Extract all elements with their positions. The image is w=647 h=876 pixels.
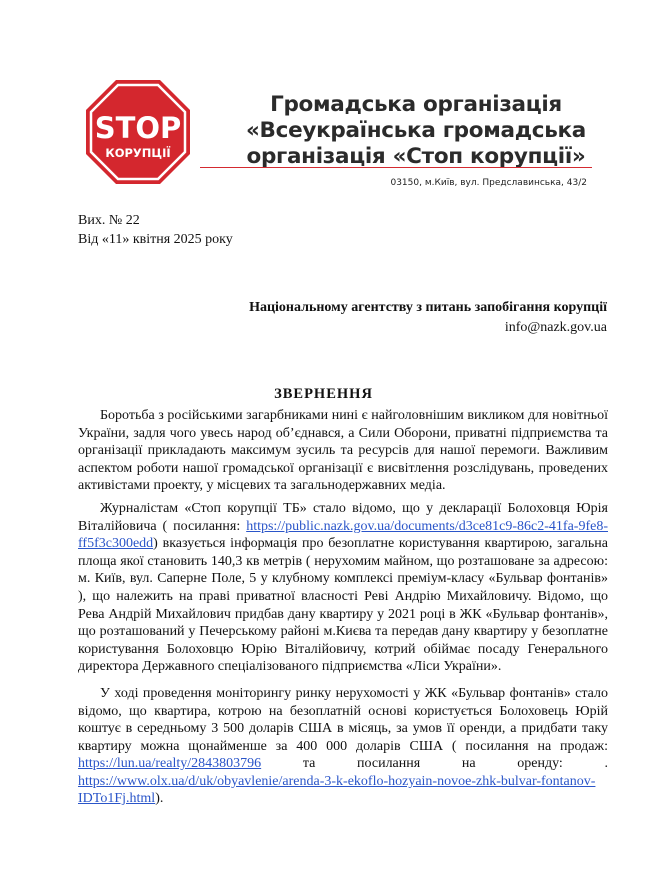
- document-title: ЗВЕРНЕННЯ: [274, 386, 373, 402]
- sale-listing-link[interactable]: https://lun.ua/realty/2843803796: [78, 756, 262, 772]
- rent-listing-link[interactable]: https://www.olx.ua/d/uk/obyavlenie/arenda-3-k-ekoflo-hozyain-novoe-zhk-bulvar-fontanov-IDTo1Fj.html: [78, 773, 596, 807]
- declaration-link[interactable]: https://public.nazk.gov.ua/documents/d3ce81c9-86c2-41fa-9fe8-ff5f3c300edd: [78, 518, 608, 552]
- paragraph-2: [78, 500, 608, 676]
- header-divider: [200, 167, 592, 168]
- recipient-agency: Національному агентству з питань запобігання корупції: [249, 300, 607, 315]
- paragraph-3-text-b: та посилання на оренду: .: [261, 756, 608, 772]
- paragraph-3-text-c: ).: [155, 791, 164, 807]
- organization-title: [206, 92, 626, 170]
- paragraph-1: Боротьба з російськими загарбниками нині є найголовнішим викликом для новітньої України, задля чого увесь народ об’єднався, а Сили Оборони, приватні підприємства та організації прикладають максимум зусиль та ресурсів для нашої перемоги. Важливим аспектом роботи нашої громадської організації є висвітлення розслідувань, проведених активістами проекту, у місцевих та загальнодержавних медіа.: [78, 408, 608, 494]
- document-body: [78, 407, 608, 813]
- recipient-block: [249, 298, 607, 338]
- recipient-email: info@nazk.gov.ua: [504, 320, 607, 335]
- letter-meta: [78, 211, 233, 249]
- letter-date: Від «11» квітня 2025 року: [78, 232, 233, 247]
- organization-address: 03150, м.Київ, вул. Предславинська, 43/2: [390, 178, 587, 188]
- logo-stop-text: STOP: [94, 111, 182, 145]
- org-title-line-2: «Всеукраїнська громадська: [245, 118, 587, 143]
- paragraph-3-text-a: У ході проведення моніторингу ринку нерухомості у ЖК «Бульвар фонтанів» стало відомо, що квартира, котрою на безоплатній основі користується Болоховець Юрій коштує в середньому 3 500 доларів США в місяць, за умов її оренди, а придбати таку квартиру можна щонайменше за 400 000 доларів США ( посилання на продаж:: [78, 685, 608, 754]
- stop-corruption-logo: [84, 78, 192, 186]
- paragraph-2-text-a: Журналістам «Стоп корупції ТБ» стало відомо, що у декларації Болоховця Юрія Віталійовича ( посилання:: [78, 500, 608, 534]
- paragraph-2-text-b: ) вказується інформація про безоплатне користування квартирою, загальна площа якої становить 140,3 кв метрів ( нерухомим майном, що розташоване за адресою: м. Київ, вул. Саперне Поле, 5 у клубному комплексі преміум-класу «Бульвар фонтанів» ), що належить на праві приватної власності Реві Андрію Михайловичу. Відомо, що Рева Андрій Михайлович придбав дану квартиру у 2021 році в ЖК «Бульвар фонтанів», що розташований у Печерському районі м.Києва та передав дану квартиру у безоплатне користування Болоховцю Юрію Віталійовичу, котрий обіймає посаду Генерального директора Державного спеціалізованого підприємства «Ліси України».: [78, 536, 608, 675]
- org-title-line-3: організація «Стоп корупції»: [246, 144, 586, 169]
- outgoing-number: Вих. № 22: [78, 213, 140, 228]
- paragraph-3: [78, 685, 608, 808]
- logo-sub-text: КОРУПЦІЇ: [105, 146, 171, 160]
- org-title-line-1: Громадська організація: [270, 92, 562, 117]
